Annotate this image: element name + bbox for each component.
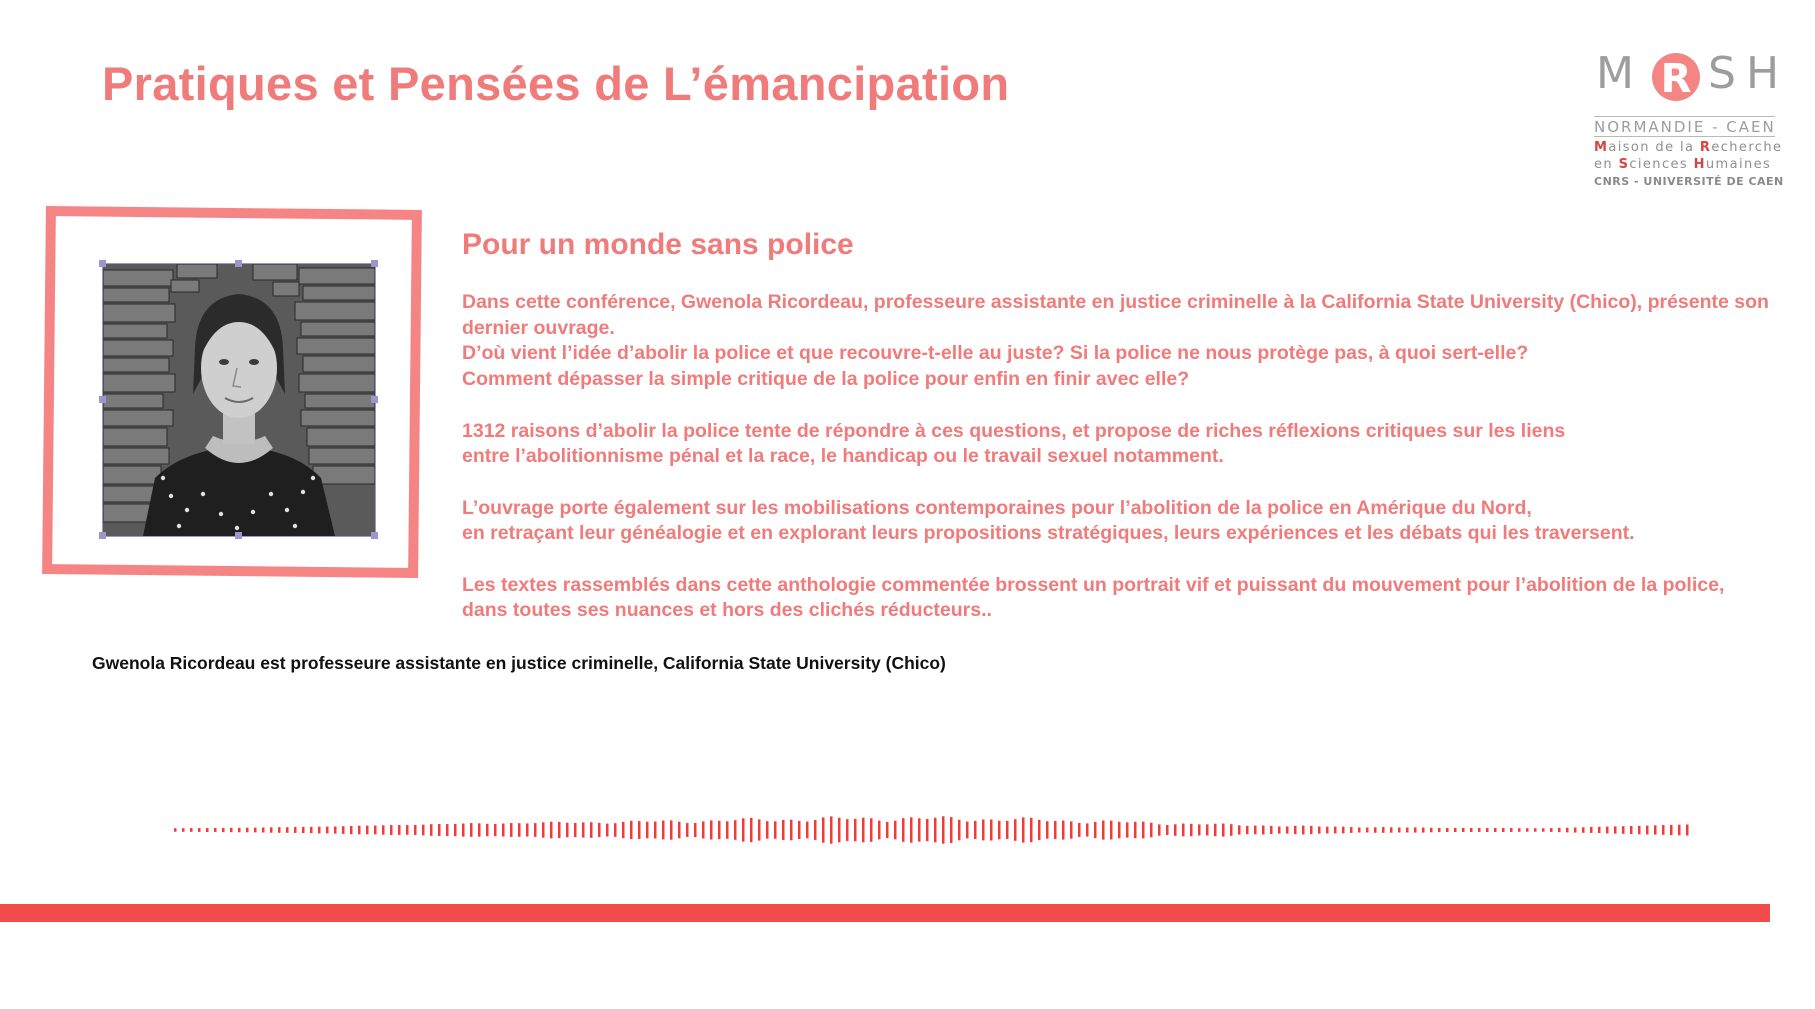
waveform-bar (734, 820, 737, 840)
waveform-bar (270, 827, 273, 832)
waveform-bar (398, 825, 401, 835)
waveform-bar (1550, 828, 1553, 832)
waveform-bar (1246, 826, 1249, 834)
waveform-bar (782, 820, 785, 840)
waveform-bar (246, 828, 249, 833)
waveform-bar (1294, 826, 1297, 834)
waveform-bar (262, 828, 265, 833)
waveform-bar (358, 826, 361, 835)
waveform-bar (1542, 828, 1545, 831)
waveform-bar (486, 824, 489, 836)
audio-waveform (170, 805, 1690, 855)
waveform-bar (1342, 827, 1345, 834)
logo-letter-r: R (1660, 56, 1692, 102)
waveform-bar (902, 818, 905, 842)
waveform-bar (198, 828, 201, 832)
bottom-accent-bar (0, 904, 1770, 922)
waveform-bar (1254, 826, 1257, 835)
waveform-bar (1198, 824, 1201, 835)
waveform-bar (910, 817, 913, 842)
waveform-bar (1430, 828, 1433, 833)
waveform-bar (1502, 828, 1505, 832)
waveform-bar (238, 828, 241, 833)
waveform-bar (1438, 828, 1441, 832)
waveform-bar (174, 828, 177, 832)
waveform-bar (1038, 820, 1041, 840)
waveform-bar (1686, 825, 1689, 836)
waveform-bar (1070, 821, 1073, 838)
waveform-bar (518, 823, 521, 837)
waveform-bar (766, 821, 769, 839)
waveform-bar (414, 825, 417, 835)
waveform-bar (942, 816, 945, 843)
waveform-bar (670, 820, 673, 839)
waveform-bar (550, 822, 553, 839)
paragraph-line: dernier ouvrage. (462, 316, 615, 339)
waveform-bar (998, 821, 1001, 840)
waveform-bar (1622, 826, 1625, 834)
waveform-bar (1422, 828, 1425, 833)
logo-text-block (1594, 116, 1789, 190)
waveform-bar (654, 822, 657, 839)
waveform-bar (950, 817, 953, 843)
logo-letter-h: H (1746, 48, 1780, 99)
waveform-bar (1454, 828, 1457, 832)
waveform-bar (614, 823, 617, 837)
waveform-bar (1582, 827, 1585, 833)
mrsh-logo (1594, 48, 1789, 198)
waveform-bar (1110, 821, 1113, 840)
waveform-bar (326, 827, 329, 834)
waveform-bar (1646, 826, 1649, 835)
waveform-bar (870, 818, 873, 842)
waveform-bar (590, 822, 593, 838)
waveform-bar (1326, 827, 1329, 834)
waveform-bar (502, 824, 505, 837)
waveform-bar (1414, 827, 1417, 832)
resize-handle-sw[interactable] (99, 532, 106, 539)
waveform-bar (1094, 822, 1097, 838)
slide-title: Pratiques et Pensées de L’émancipation (102, 57, 1010, 110)
content-paragraph (462, 496, 1792, 547)
waveform-bar (1022, 817, 1025, 842)
waveform-bar (1158, 824, 1161, 835)
waveform-bar (1494, 828, 1497, 832)
waveform-bar (494, 824, 497, 836)
waveform-bar (1222, 824, 1225, 837)
waveform-bar (774, 821, 777, 839)
speaker-portrait-image (103, 264, 375, 536)
waveform-bar (558, 822, 561, 838)
waveform-bar (1566, 828, 1569, 833)
resize-handle-e[interactable] (371, 396, 378, 403)
waveform-bar (678, 822, 681, 839)
waveform-bar (1590, 827, 1593, 833)
waveform-bar (814, 820, 817, 840)
waveform-bar (598, 823, 601, 837)
waveform-bar (1014, 819, 1017, 841)
waveform-bar (582, 822, 585, 837)
waveform-bar (838, 818, 841, 843)
paragraph-line: Comment dépasser la simple critique de la police pour enfin en finir avec elle? (462, 368, 1190, 391)
waveform-bar (1638, 826, 1641, 835)
waveform-bar (686, 823, 689, 837)
logo-cnrs-line: CNRS - UNIVERSITÉ DE CAEN (1594, 175, 1784, 188)
waveform-bar (534, 823, 537, 837)
waveform-bar (894, 821, 897, 840)
waveform-bar (182, 828, 185, 832)
waveform-bar (990, 820, 993, 841)
waveform-bar (1670, 825, 1673, 835)
waveform-bar (1534, 828, 1537, 832)
content-paragraph (462, 290, 1792, 393)
resize-handle-ne[interactable] (371, 260, 378, 267)
resize-handle-w[interactable] (99, 396, 106, 403)
waveform-bar (222, 828, 225, 832)
logo-letter-m: M (1596, 48, 1634, 99)
waveform-bar (958, 820, 961, 841)
waveform-bar (1526, 828, 1529, 832)
waveform-bar (286, 827, 289, 833)
waveform-bar (446, 824, 449, 836)
waveform-bar (974, 821, 977, 839)
waveform-bar (214, 828, 217, 832)
waveform-bar (334, 827, 337, 834)
waveform-bar (638, 821, 641, 839)
waveform-bar (646, 822, 649, 839)
paragraph-line: en retraçant leur généalogie et en explorant leurs propositions stratégiques, leurs expériences et les débats qui les traversent. (462, 522, 1635, 545)
content-heading: Pour un monde sans police (462, 228, 854, 261)
waveform-bar (310, 827, 313, 833)
waveform-bar (1486, 828, 1489, 832)
waveform-bar (278, 827, 281, 833)
waveform-bar (1142, 822, 1145, 839)
waveform-bar (1382, 827, 1385, 833)
waveform-bar (1462, 828, 1465, 832)
waveform-bar (1190, 824, 1193, 837)
waveform-bar (1238, 825, 1241, 834)
waveform-bar (318, 827, 321, 834)
waveform-bar (1054, 821, 1057, 839)
waveform-bar (862, 818, 865, 843)
waveform-bar (574, 823, 577, 837)
waveform-bar (1630, 826, 1633, 834)
speaker-photo[interactable] (102, 263, 376, 537)
waveform-bar (830, 816, 833, 843)
waveform-bar (302, 827, 305, 833)
waveform-bar (1678, 825, 1681, 836)
waveform-bar (982, 820, 985, 841)
content-body (462, 290, 1792, 650)
waveform-bar (1230, 824, 1233, 836)
mrsh-logo-letters (1594, 48, 1789, 108)
waveform-bar (1030, 818, 1033, 842)
waveform-bar (742, 818, 745, 841)
waveform-bar (846, 819, 849, 841)
waveform-bar (886, 822, 889, 838)
waveform-bar (1366, 828, 1369, 833)
logo-letter-s: S (1708, 48, 1736, 99)
waveform-bar (1262, 826, 1265, 835)
waveform-bar (1278, 827, 1281, 834)
waveform-bar (1086, 823, 1089, 836)
logo-normandie: NORMANDIE - CAEN (1594, 118, 1776, 136)
waveform-bar (190, 828, 193, 832)
waveform-bar (1126, 822, 1129, 837)
waveform-bar (454, 824, 457, 836)
waveform-bar (1558, 828, 1561, 832)
waveform-bar (422, 825, 425, 836)
waveform-bar (750, 818, 753, 842)
waveform-bar (1478, 828, 1481, 832)
waveform-bar (1182, 824, 1185, 837)
waveform-bar (294, 827, 297, 833)
waveform-bar (806, 822, 809, 839)
waveform-bar (342, 826, 345, 834)
waveform-bar (1374, 827, 1377, 833)
waveform-bar (1518, 828, 1521, 832)
waveform-bar (1654, 825, 1657, 834)
paragraph-line: 1312 raisons d’abolir la police tente de répondre à ces questions, et propose de riches réflexions critiques sur les liens (462, 419, 1566, 442)
resize-handle-n[interactable] (235, 260, 242, 267)
waveform-bar (718, 821, 721, 839)
waveform-bar (710, 820, 713, 839)
waveform-bar (934, 818, 937, 843)
waveform-bar (1214, 824, 1217, 837)
waveform-bar (758, 819, 761, 840)
waveform-bar (374, 826, 377, 835)
waveform-bar (694, 823, 697, 837)
logo-maison-line: Maison de la Recherche (1594, 140, 1783, 155)
waveform-bar (1406, 828, 1409, 833)
waveform-bar (1446, 828, 1449, 832)
waveform-bar (510, 823, 513, 837)
waveform-bar (790, 820, 793, 841)
logo-divider (1594, 136, 1775, 137)
waveform-bar (918, 818, 921, 841)
waveform-bar (230, 828, 233, 832)
waveform-bar (366, 826, 369, 835)
logo-sciences-line: en Sciences Humaines (1594, 157, 1772, 172)
waveform-bar (1574, 828, 1577, 833)
waveform-bar (478, 823, 481, 836)
waveform-bar (254, 828, 257, 833)
waveform-bar (798, 821, 801, 839)
resize-handle-nw[interactable] (99, 260, 106, 267)
waveform-bar (1310, 826, 1313, 834)
waveform-bar (1150, 823, 1153, 838)
paragraph-line: Dans cette conférence, Gwenola Ricordeau, professeure assistante en justice criminelle à la California State University (Chico), présente son (462, 291, 1769, 313)
waveform-bar (438, 824, 441, 836)
waveform-bar (1398, 828, 1401, 833)
waveform-bar (1302, 826, 1305, 835)
waveform-bar (206, 828, 209, 832)
paragraph-line: entre l’abolitionnisme pénal et la race, le handicap ou le travail sexuel notamment. (462, 445, 1224, 468)
waveform-bar (390, 825, 393, 835)
waveform-bar (606, 824, 609, 837)
paragraph-line: L’ouvrage porte également sur les mobilisations contemporaines pour l’abolition de la police en Amérique du Nord, (462, 496, 1532, 519)
waveform-bar (822, 817, 825, 842)
speaker-caption: Gwenola Ricordeau est professeure assistante en justice criminelle, California State University (Chico) (92, 653, 946, 673)
paragraph-line: D’où vient l’idée d’abolir la police et que recouvre-t-elle au juste? Si la police ne nous protège pas, à quoi sert-elle? (462, 342, 1529, 365)
waveform-bar (1062, 821, 1065, 840)
waveform-bar (1318, 827, 1321, 834)
waveform-bar (630, 821, 633, 839)
waveform-bar (702, 821, 705, 838)
waveform-bar (1334, 827, 1337, 834)
waveform-bar (1078, 823, 1081, 837)
resize-handle-s[interactable] (235, 532, 242, 539)
waveform-bar (470, 823, 473, 837)
waveform-bar (1606, 827, 1609, 834)
waveform-bar (926, 819, 929, 841)
waveform-bar (526, 823, 529, 836)
waveform-bar (622, 822, 625, 838)
content-paragraph (462, 419, 1792, 470)
waveform-bar (1134, 822, 1137, 838)
waveform-bar (878, 821, 881, 840)
paragraph-line: dans toutes ses nuances et hors des clichés réducteurs.. (462, 599, 992, 622)
waveform-bar (726, 821, 729, 839)
logo-divider (1594, 116, 1775, 117)
waveform-bar (1270, 826, 1273, 834)
waveform-bar (1662, 825, 1665, 835)
waveform-bar (382, 825, 385, 834)
waveform-bar (462, 824, 465, 837)
waveform-bar (1286, 826, 1289, 833)
content-paragraph (462, 573, 1792, 624)
waveform-bar (1206, 824, 1209, 835)
waveform-bar (1358, 828, 1361, 833)
waveform-bar (1046, 821, 1049, 838)
waveform-bar (1470, 828, 1473, 832)
waveform-bar (966, 822, 969, 839)
waveform-bar (350, 826, 353, 834)
waveform-bar (854, 819, 857, 841)
paragraph-line: Les textes rassemblés dans cette anthologie commentée brossent un portrait vif et puissant du mouvement pour l’abolition de la police, (462, 573, 1725, 596)
waveform-bar (1118, 822, 1121, 839)
waveform-bar (1166, 825, 1169, 835)
waveform-bar (542, 822, 545, 837)
waveform-bar (662, 821, 665, 840)
resize-handle-se[interactable] (371, 532, 378, 539)
waveform-bar (1006, 821, 1009, 839)
waveform-bar (1614, 826, 1617, 833)
waveform-bar (1598, 827, 1601, 833)
waveform-bar (1102, 821, 1105, 840)
waveform-bar (406, 825, 409, 835)
waveform-bar (1350, 827, 1353, 833)
waveform-bar (1390, 827, 1393, 832)
waveform-bar (430, 824, 433, 836)
waveform-bar (1174, 824, 1177, 836)
waveform-bar (1510, 828, 1513, 832)
waveform-bar (566, 823, 569, 838)
